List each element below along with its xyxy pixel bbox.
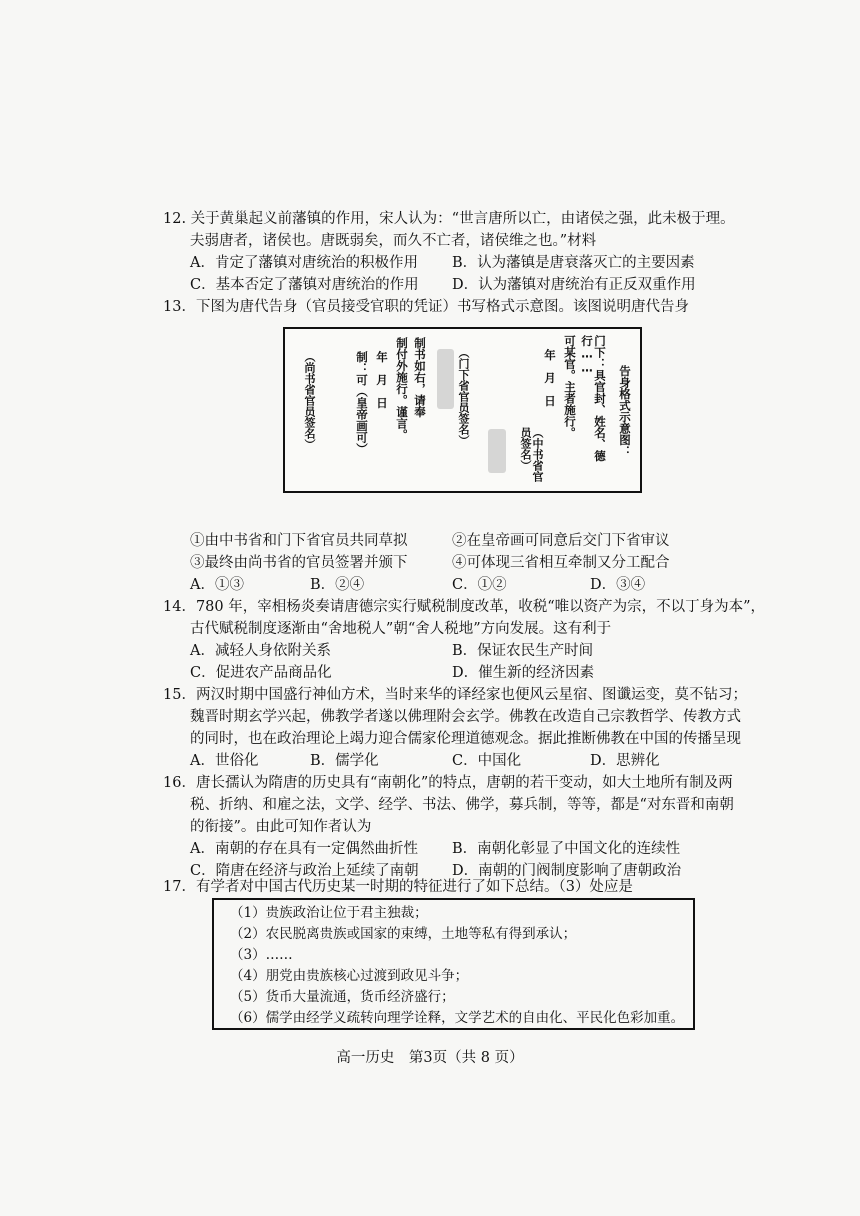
q13-option-a[interactable]: A．①③ (190, 577, 244, 593)
q15-stem-line1: 15．两汉时期中国盛行神仙方术，当时来华的译经家也便风云星宿、图谶运变，莫不钻习； (163, 687, 747, 703)
diagram-col-menxia: 门下：具官封、姓名、德行…… (580, 335, 607, 462)
q14-stem-line1: 14．780 年，宰相杨炎奏请唐德宗实行赋税制度改革，收税“唯以资产为宗，不以丁身为本”， (163, 599, 766, 615)
diagram-col-kemouguan: 可某官。主者施行。 (563, 335, 577, 439)
diagram-col-zhishu2: 制付外施行。谨言。 (395, 337, 409, 441)
q12-option-a[interactable]: A．肯定了藩镇对唐统治的积极作用 (190, 255, 418, 271)
q13-statement-4: ④可体现三省相互牵制又分工配合 (452, 555, 670, 571)
q17-stem: 17．有学者对中国古代历史某一时期的特征进行了如下总结。（3）处应是 (163, 879, 633, 895)
q14-option-d[interactable]: D．催生新的经济因素 (452, 665, 595, 681)
q16-option-c[interactable]: C．隋唐在经济与政治上延续了南朝 (190, 863, 419, 879)
q15-option-d[interactable]: D．思辨化 (590, 753, 660, 769)
q13-statement-1: ①由中书省和门下省官员共同草拟 (190, 533, 408, 549)
stamp-menxia-official: （门下省官员签名） (457, 347, 470, 446)
q13-option-b[interactable]: B．②④ (310, 577, 365, 593)
q13-statement-3: ③最终由尚书省的官员签署并颁下 (190, 555, 408, 571)
q16-stem-line2: 税、折纳、和雇之法，文学、经学、书法、佛学，募兵制，等等，都是“对东晋和南朝 (190, 797, 734, 813)
q12-stem-line1: 12. 关于黄巢起义前藩镇的作用，宋人认为：“世言唐所以亡，由诸侯之强，此未极于理。 (163, 211, 735, 227)
q14-option-c[interactable]: C．促进农产品商品化 (190, 665, 332, 681)
q17-summary-box (212, 898, 695, 1030)
q13-stem: 13．下图为唐代告身（官员接受官职的凭证）书写格式示意图。该图说明唐代告身 (163, 299, 689, 315)
diagram-col-date2: 年 月 日 (375, 351, 389, 409)
diagram-title: 告身格式示意图： (618, 365, 632, 457)
q17-item-1: （1）贵族政治让位于君主独裁； (230, 905, 428, 921)
q12-option-b[interactable]: B．认为藩镇是唐衰落灭亡的主要因素 (452, 255, 695, 271)
q13-statement-2: ②在皇帝画可同意后交门下省审议 (452, 533, 670, 549)
q17-item-2: （2）农民脱离贵族或国家的束缚，土地等私有得到承认； (230, 926, 577, 942)
q12-option-c[interactable]: C．基本否定了藩镇对唐统治的作用 (190, 277, 419, 293)
q15-option-a[interactable]: A．世俗化 (190, 753, 259, 769)
q17-item-6: （6）儒学由经学义疏转向理学诠释，文学艺术的自由化、平民化色彩加重。 (230, 1010, 685, 1026)
q16-option-a[interactable]: A．南朝的存在具有一定偶然曲折性 (190, 841, 418, 857)
gaoshen-format-diagram (283, 327, 642, 493)
stamp-zhongshu-official: （中书省官员签名） (519, 427, 544, 482)
diagram-col-zhishu1: 制书如右，请奉 (413, 337, 427, 418)
q14-option-b[interactable]: B．保证农民生产时间 (452, 643, 594, 659)
q12-option-d[interactable]: D．认为藩镇对唐统治有正反双重作用 (452, 277, 696, 293)
q17-item-4: （4）朋党由贵族核心过渡到政见斗争； (230, 968, 469, 984)
q15-stem-line3: 的同时，也在政治理论上竭力迎合儒家伦理道德观念。据此推断佛教在中国的传播呈现 (190, 731, 741, 747)
q16-option-d[interactable]: D．南朝的门阀制度影响了唐朝政治 (452, 863, 682, 879)
seal-smudge-zhongshu (488, 429, 506, 473)
diagram-col-zhike: 制：可（皇帝画可） (355, 351, 369, 455)
q13-option-d[interactable]: D．③④ (590, 577, 646, 593)
q16-stem-line1: 16．唐长孺认为隋唐的历史具有“南朝化”的特点，唐朝的若干变动，如大土地所有制及两 (163, 775, 733, 791)
q17-item-5: （5）货币大量流通，货币经济盛行； (230, 989, 455, 1005)
q17-item-3: （3）…… (230, 947, 293, 963)
q14-option-a[interactable]: A．减轻人身依附关系 (190, 643, 331, 659)
q14-stem-line2: 古代赋税制度逐渐由“舍地税人”朝“舍人税地”方向发展。这有利于 (190, 621, 612, 637)
q15-option-c[interactable]: C．中国化 (452, 753, 522, 769)
q15-option-b[interactable]: B．儒学化 (310, 753, 379, 769)
stamp-shangshu-official: （尚书省官员签名） (303, 351, 316, 450)
q13-option-c[interactable]: C．①② (452, 577, 507, 593)
diagram-col-date1: 年 月 日 (543, 349, 557, 407)
q12-stem-line2: 夫弱唐者，诸侯也。唐既弱矣，而久不亡者，诸侯维之也。”材料 (190, 233, 597, 249)
q16-option-b[interactable]: B．南朝化彰显了中国文化的连续性 (452, 841, 681, 857)
q16-stem-line3: 的衔接”。由此可知作者认为 (190, 819, 372, 835)
q15-stem-line2: 魏晋时期玄学兴起，佛教学者遂以佛理附会玄学。佛教在改造自己宗教哲学、传教方式 (190, 709, 741, 725)
page-footer: 高一历史 第3页（共 8 页） (336, 1050, 524, 1066)
seal-smudge-menxia (437, 349, 454, 409)
